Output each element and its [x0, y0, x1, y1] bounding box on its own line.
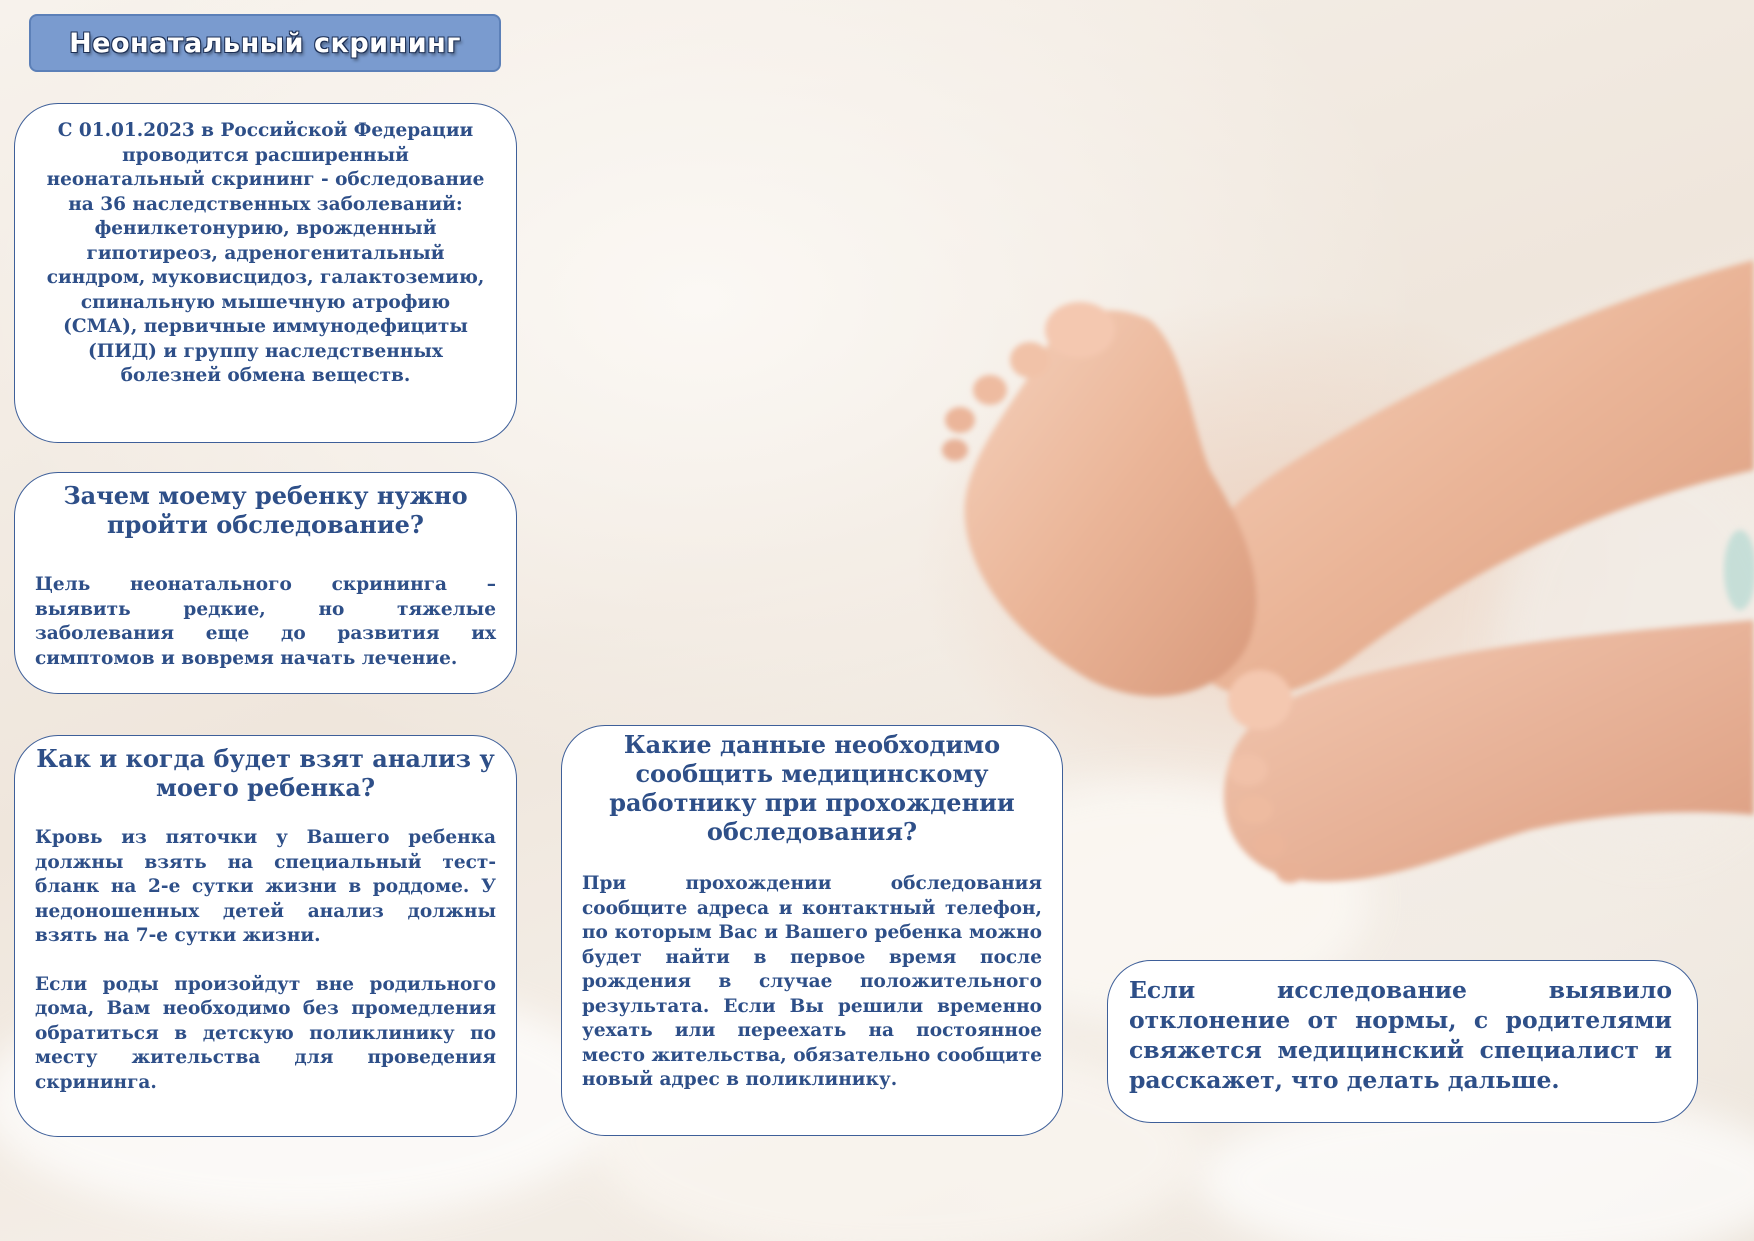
result-text: Если исследование выявило отклонение от нормы, с родителями свяжется медицинский специалист и расскажет, что делать дальше.	[1129, 976, 1672, 1094]
intro-text: С 01.01.2023 в Российской Федерации проводится расширенный неонатальный скрининг - обследование на 36 наследственных заболеваний: фенилкетонурию, врожденный гипотиреоз, адреногенитальный синдром, муковисцидоз, галактоземию, спинальную мышечную атрофию (СМА), первичные иммунодефициты (ПИД) и группу наследственных болезней обмена веществ.	[46, 120, 485, 386]
data-info-heading: Какие данные необходимо сообщить медицинскому работнику при прохождении обследования?	[609, 730, 1015, 846]
data-info-text: При прохождении обследования сообщите адреса и контактный телефон, по которым Вас и Вашего ребенка можно будет найти в первое время после рождения в случае положительного результата. Если Вы решили временно уехать или переехать на постоянное место жительства, обязательно сообщите новый адрес в поликлинику.	[582, 873, 1042, 1090]
result-card	[1107, 960, 1698, 1123]
data-info-card	[561, 725, 1063, 1136]
page-title: Неонатальный скрининг	[69, 27, 461, 59]
why-card	[14, 472, 517, 694]
how-text-2: Если роды произойдут вне родильного дома, Вам необходимо без промедления обратиться в детскую поликлинику по месту жительства для проведения скрининга.	[35, 973, 496, 1093]
how-card	[14, 735, 517, 1137]
why-heading: Зачем моему ребенку нужно пройти обследование?	[63, 481, 468, 539]
intro-card	[14, 103, 517, 443]
title-banner	[29, 14, 501, 72]
how-heading: Как и когда будет взят анализ у моего ребенка?	[36, 744, 495, 802]
how-text-1: Кровь из пяточки у Вашего ребенка должны взять на специальный тест-бланк на 2-е сутки жизни в роддоме. У недоношенных детей анализ должны взять на 7-е сутки жизни.	[35, 827, 496, 946]
why-text: Цель неонатального скрининга – выявить редкие, но тяжелые заболевания еще до развития их симптомов и вовремя начать лечение.	[35, 574, 496, 669]
